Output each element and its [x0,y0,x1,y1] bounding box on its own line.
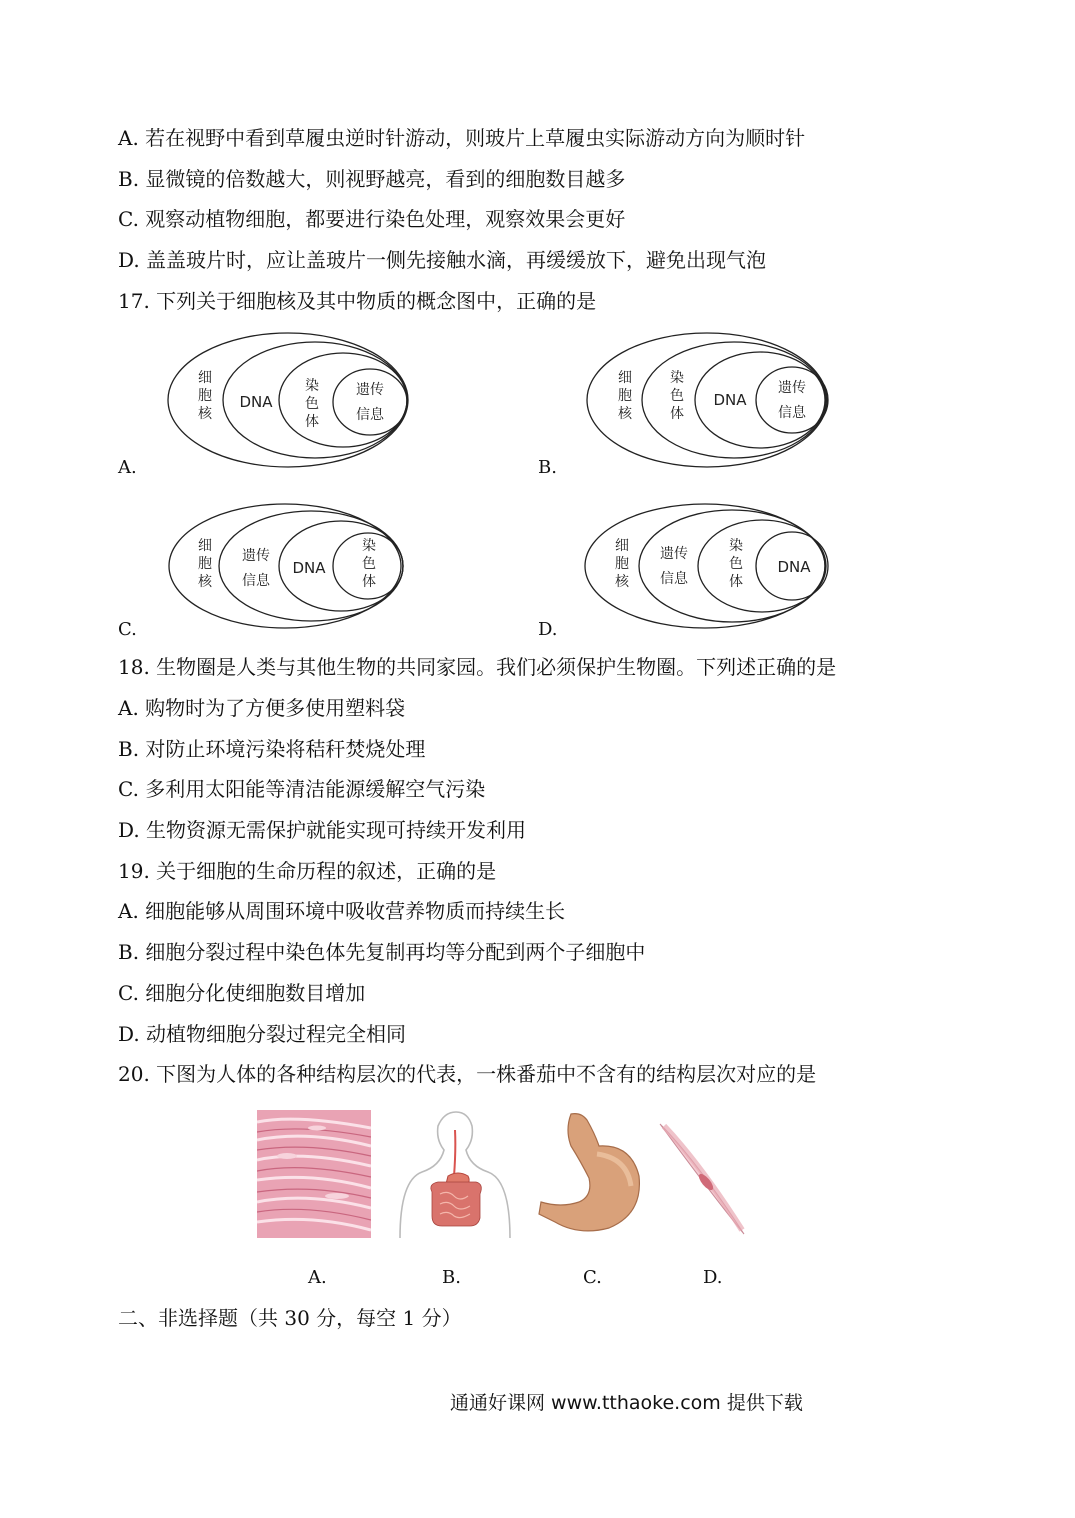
svg-text:胞: 胞 [618,388,632,404]
label-gene-info: 遗传 [356,382,384,398]
svg-text:体: 体 [729,574,743,590]
muscle-cell-image [656,1120,748,1242]
section-heading: 二、非选择题（共 30 分，每空 1 分） [118,1306,462,1330]
q17-option-d: D. [538,619,558,640]
svg-text:色: 色 [362,556,376,572]
q16-option-a: A. 若在视野中看到草履虫逆时针游动，则玻片上草履虫实际游动方向为顺时针 [118,126,806,150]
svg-text:色: 色 [305,396,319,412]
q17-option-c: C. [118,619,137,640]
svg-text:体: 体 [362,574,376,590]
q17-option-b: B. [538,457,557,478]
svg-text:胞: 胞 [198,388,212,404]
q20-option-c: C. [583,1267,602,1288]
svg-text:DNA: DNA [713,391,747,409]
svg-text:体: 体 [670,406,684,422]
svg-text:DNA: DNA [777,558,811,576]
q18-option-c: C. 多利用太阳能等清洁能源缓解空气污染 [118,777,486,801]
svg-text:信息: 信息 [242,573,270,589]
q16-option-b: B. 显微镜的倍数越大，则视野越亮，看到的细胞数目越多 [118,167,626,191]
svg-text:色: 色 [670,388,684,404]
svg-text:遗传: 遗传 [242,548,270,564]
svg-text:DNA: DNA [292,559,326,577]
svg-text:遗传: 遗传 [660,546,688,562]
q19-stem: 19. 关于细胞的生命历程的叙述，正确的是 [118,859,497,883]
label-chromosome: 染 [305,378,319,394]
q16-option-d: D. 盖盖玻片时，应让盖玻片一侧先接触水滴，再缓缓放下，避免出现气泡 [118,248,767,272]
svg-text:核: 核 [618,406,632,422]
q17-diagram-a [165,330,415,476]
label-nucleus: 细 [198,370,212,386]
q17-diagram-b [582,330,832,476]
muscle-tissue-image [257,1110,371,1242]
svg-text:体: 体 [305,414,319,430]
svg-text:核: 核 [198,406,212,422]
stomach-image [535,1110,643,1242]
q20-option-b: B. [442,1267,461,1288]
q19-option-b: B. 细胞分裂过程中染色体先复制再均等分配到两个子细胞中 [118,940,646,964]
q19-option-a: A. 细胞能够从周围环境中吸收营养物质而持续生长 [118,899,566,923]
svg-text:细: 细 [618,370,632,386]
svg-text:核: 核 [615,574,629,590]
q20-stem: 20. 下图为人体的各种结构层次的代表，一株番茄中不含有的结构层次对应的是 [118,1062,817,1086]
q18-option-b: B. 对防止环境污染将秸秆焚烧处理 [118,737,426,761]
q17-stem: 17. 下列关于细胞核及其中物质的概念图中，正确的是 [118,289,597,313]
svg-text:色: 色 [729,556,743,572]
q17-diagram-c [165,500,410,636]
q18-option-a: A. 购物时为了方便多使用塑料袋 [118,696,406,720]
svg-text:胞: 胞 [198,556,212,572]
svg-text:信息: 信息 [778,405,806,421]
svg-text:细: 细 [198,538,212,554]
svg-text:染: 染 [362,538,376,554]
label-dna: DNA [239,393,273,411]
q19-option-c: C. 细胞分化使细胞数目增加 [118,981,366,1005]
svg-text:染: 染 [729,538,743,554]
svg-text:遗传: 遗传 [778,380,806,396]
q17-option-a: A. [118,457,137,478]
digestive-system-image [392,1110,518,1242]
svg-text:染: 染 [670,370,684,386]
q18-stem: 18. 生物圈是人类与其他生物的共同家园。我们必须保护生物圈。下列述正确的是 [118,655,837,679]
q16-option-c: C. 观察动植物细胞，都要进行染色处理，观察效果会更好 [118,207,626,231]
q19-option-d: D. 动植物细胞分裂过程完全相同 [118,1022,407,1046]
footer-source: 通通好课网 www.tthaoke.com 提供下载 [450,1392,803,1414]
svg-text:核: 核 [198,574,212,590]
q18-option-d: D. 生物资源无需保护就能实现可持续开发利用 [118,818,527,842]
svg-text:细: 细 [615,538,629,554]
q17-diagram-d [582,500,832,636]
q20-option-d: D. [703,1267,723,1288]
q20-option-a: A. [308,1267,327,1288]
svg-text:信息: 信息 [356,407,384,423]
svg-text:信息: 信息 [660,571,688,587]
svg-text:胞: 胞 [615,556,629,572]
